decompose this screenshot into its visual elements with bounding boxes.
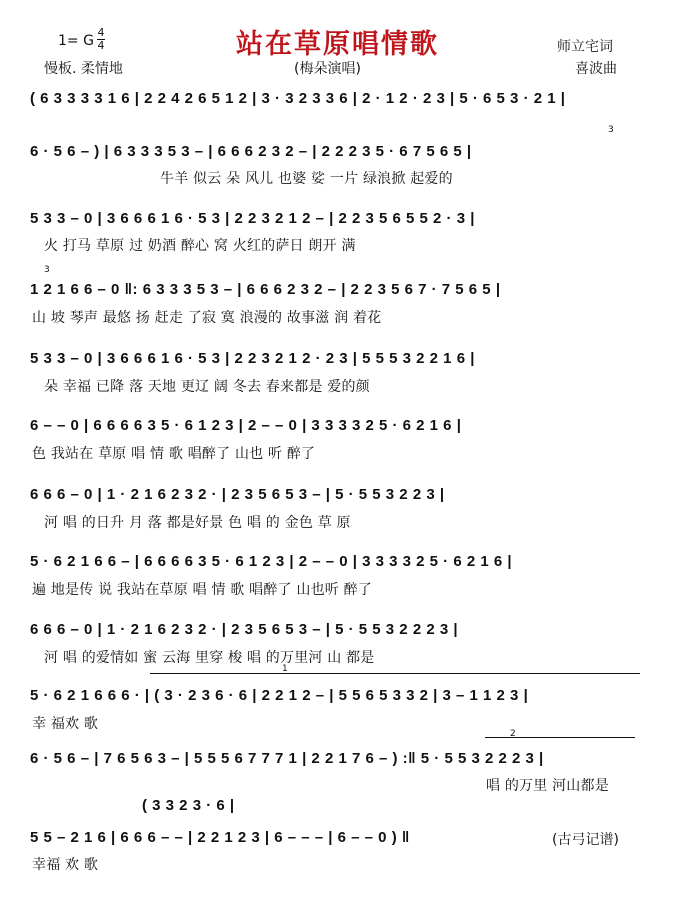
time-signature: [97, 27, 105, 52]
score-line-8-notes: 5 · 6 2 1 6 6 – | 6 6 6 6 3 5 · 6 1 2 3 | 2 – – 0 | 3 3 3 3 2 5 · 6 2 1 6 |: [30, 553, 513, 570]
volta-2-bracket: [485, 737, 635, 738]
score-line-10-notes: 5 · 6 2 1 6 6 6 · | ( 3 · 2 3 6 · 6 | 2 2 1 2 – | 5 5 6 5 3 3 2 | 3 – 1 1 2 3 |: [30, 687, 529, 704]
score-line-1-notes: ( 6 3 3 3 3 1 6 | 2 2 4 2 6 5 1 2 | 3 · 3 2 3 3 6 | 2 · 1 2 · 2 3 | 5 · 6 5 3 · 2 1 |: [30, 90, 566, 107]
composer-credit: 喜波曲: [575, 61, 617, 77]
score-line-2-lyrics: 牛羊 似云 朵 风儿 也婆 娑 一片 绿浪掀 起爱的: [160, 171, 453, 187]
key-signature: 1= G: [58, 33, 94, 49]
triplet-mark-line-4: 3: [44, 265, 50, 275]
score-line-7-lyrics: 河 唱 的日升 月 落 都是好景 色 唱 的 金色 草 原: [44, 515, 351, 531]
score-line-3-lyrics: 火 打马 草原 过 奶酒 醉心 窝 火红的萨日 朗开 满: [44, 238, 356, 254]
score-line-4-lyrics: 山 坡 琴声 最悠 扬 赶走 了寂 寞 浪漫的 故事滋 润 着花: [32, 310, 382, 326]
lyricist-credit: 师立宅词: [557, 39, 613, 55]
volta-2-number: 2: [510, 729, 516, 739]
score-line-5-notes: 5 3 3 – 0 | 3 6 6 6 1 6 · 5 3 | 2 2 3 2 1 2 · 2 3 | 5 5 5 3 2 2 1 6 |: [30, 350, 475, 367]
song-title: 站在草原唱情歌: [236, 29, 439, 60]
time-signature-top: 4: [97, 26, 105, 39]
score-line-6-lyrics: 色 我站在 草原 唱 情 歌 唱醉了 山也 听 醉了: [32, 446, 316, 462]
score-line-9-notes: 6 6 6 – 0 | 1 · 2 1 6 2 3 2 · | 2 3 5 6 5 3 – | 5 · 5 5 3 2 2 2 3 |: [30, 621, 459, 638]
volta-1-bracket: [150, 673, 640, 674]
score-line-8-lyrics: 遍 地是传 说 我站在草原 唱 情 歌 唱醉了 山也听 醉了: [32, 582, 373, 598]
score-line-10-lyrics: 幸 福欢 歌: [32, 716, 99, 732]
score-line-9-lyrics: 河 唱 的爱情如 蜜 云海 里穿 梭 唱 的万里河 山 都是: [44, 650, 375, 666]
score-line-13-notes: 5 5 – 2 1 6 | 6 6 6 – – | 2 2 1 2 3 | 6 – – – | 6 – – 0 ) ‖: [30, 829, 410, 846]
score-line-11-notes: 6 · 5 6 – | 7 6 5 6 3 – | 5 5 5 6 7 7 7 1 | 2 2 1 7 6 – ) :‖ 5 · 5 5 3 2 2 2 3 |: [30, 750, 544, 767]
triplet-mark-line-2: 3: [608, 125, 614, 135]
score-line-4-notes: 1 2 1 6 6 – 0 ‖: 6 3 3 3 5 3 – | 6 6 6 2 3 2 – | 2 2 3 5 6 7 · 7 5 6 5 |: [30, 281, 501, 298]
score-line-13-lyrics: 幸福 欢 歌: [32, 857, 99, 873]
performer-credit: (梅朵演唱): [294, 61, 361, 77]
score-line-2-notes: 6 · 5 6 – ) | 6 3 3 3 5 3 – | 6 6 6 2 3 2 – | 2 2 2 3 5 · 6 7 5 6 5 |: [30, 143, 472, 160]
score-line-3-notes: 5 3 3 – 0 | 3 6 6 6 1 6 · 5 3 | 2 2 3 2 1 2 – | 2 2 3 5 6 5 5 2 · 3 |: [30, 210, 475, 227]
score-line-6-notes: 6 – – 0 | 6 6 6 6 3 5 · 6 1 2 3 | 2 – – 0 | 3 3 3 3 2 5 · 6 2 1 6 |: [30, 417, 462, 434]
transcriber-note: (古弓记谱): [552, 832, 619, 848]
score-line-5-lyrics: 朵 幸福 已降 落 天地 更辽 阔 冬去 春来都是 爱的颜: [44, 379, 370, 395]
volta-1-number: 1: [282, 664, 288, 674]
score-line-7-notes: 6 6 6 – 0 | 1 · 2 1 6 2 3 2 · | 2 3 5 6 5 3 – | 5 · 5 5 3 2 2 3 |: [30, 486, 445, 503]
score-line-11-lyrics: 唱 的万里 河山都是: [486, 778, 609, 794]
ossia-line-notes: ( 3 3 2 3 · 6 |: [142, 797, 235, 814]
tempo-marking: 慢板. 柔情地: [44, 61, 123, 77]
time-signature-bottom: 4: [97, 39, 105, 52]
